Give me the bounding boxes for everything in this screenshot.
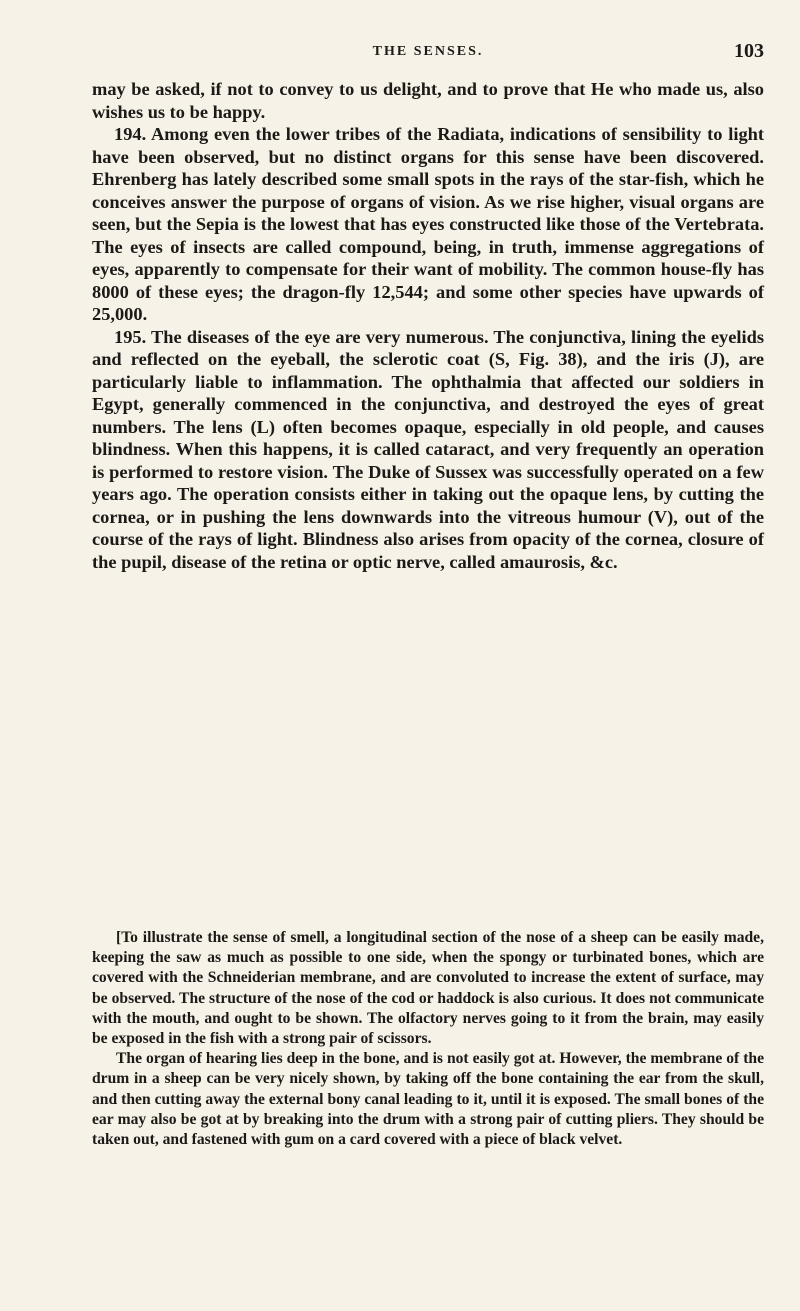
illustration-notes [92, 928, 764, 1150]
page-number: 103 [734, 40, 764, 62]
running-title: THE SENSES. [372, 44, 484, 59]
paragraph-195: 195. The diseases of the eye are very numerous. The conjunctiva, lining the eyelids and reflected on the eyeball, the sclerotic coat (S, Fig. 38), and the iris (J), are particularly liable to inflammation. The ophthalmia that affected our soldiers in Egypt, generally commenced in the conjunctiva, and destroyed the eyes of great numbers. The lens (L) often becomes opaque, especially in old people, and causes blindness. When this happens, it is called cataract, and very frequently an operation is performed to restore vision. The Duke of Sussex was successfully operated on a few years ago. The operation consists either in taking out the opaque lens, by cutting the cornea, or in pushing the lens downwards into the vitreous humour (V), out of the course of the rays of light. Blindness also arises from opacity of the cornea, closure of the pupil, disease of the retina or optic nerve, called amaurosis, &c. [92, 326, 764, 572]
note-smell: [To illustrate the sense of smell, a longitudinal section of the nose of a sheep can be easily made, keeping the saw as much as possible to one side, when the spongy or turbinated bones, which are covered with the Schneiderian membrane, and are convoluted to increase the extent of surface, may be observed. The structure of the nose of the cod or haddock is also curious. It does not communicate with the mouth, and ought to be shown. The olfactory nerves going to it from the brain, may easily be exposed in the fish with a strong pair of scissors. [92, 929, 764, 1048]
running-head [92, 40, 764, 74]
paragraph-continuation: may be asked, if not to convey to us delight, and to prove that He who made us, also wishes us to be happy. [92, 79, 764, 122]
paragraph-194: 194. Among even the lower tribes of the Radiata, indications of sensibility to light have been observed, but no distinct organs for this sense have been discovered. Ehrenberg has lately described some small spots in the rays of the star-fish, which he conceives answer the purpose of organs of vision. As we rise higher, visual organs are seen, but the Sepia is the lowest that has eyes constructed like those of the Vertebrata. The eyes of insects are called compound, being, in truth, immense aggregations of eyes, apparently to compensate for their want of mobility. The common house-fly has 8000 of these eyes; the dragon-fly 12,544; and some other species have upwards of 25,000. [92, 124, 764, 324]
main-text [92, 78, 764, 573]
note-hearing: The organ of hearing lies deep in the bone, and is not easily got at. However, the membrane of the drum in a sheep can be very nicely shown, by taking off the bone containing the ear from the skull, and then cutting away the external bony canal leading to it, until it is exposed. The small bones of the ear may also be got at by breaking into the drum with a strong pair of cutting pliers. They should be taken out, and fastened with gum on a card covered with a piece of black velvet. [92, 1050, 764, 1149]
